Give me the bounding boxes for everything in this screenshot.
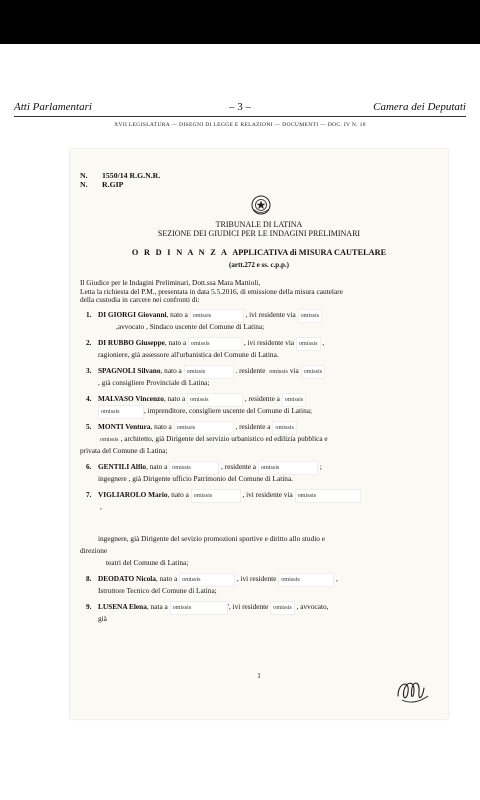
top-black-bar xyxy=(0,0,480,44)
header-subtitle: XVII LEGISLATURA — DISEGNI DI LEGGE E RELAZIONI — DOCUMENTI — DOC. IV N. 18 xyxy=(114,122,366,128)
header-rule xyxy=(14,116,466,117)
court-title: TRIBUNALE DI LATINA SEZIONE DEI GIUDICI PER LE INDAGINI PRELIMINARI xyxy=(157,220,361,238)
list-item: 8. DEODATO Nicola, nato a omissis , ivi residente omissis , Istruttore Tecnico del Comune di Latina; xyxy=(86,574,338,595)
scanned-document xyxy=(70,149,448,719)
list-item: 1. DI GIORGI Giovanni, nato a omissis , ivi residente via omissis ,avvocato , Sindaco uscente del Comune di Latina; xyxy=(80,309,438,333)
ordinanza-title: O R D I N A N Z A APPLICATIVA di MISURA CAUTELARE xyxy=(131,248,387,257)
list-item: 5. MONTI Ventura, nato a omissis , residente a omissis omissis , architetto, già Dirigente del servizio urbanistico ed edilizia pubblica e privata del Comune di Latina; xyxy=(80,422,328,455)
list-item: 2. DI RUBBO Giuseppe, nato a omissis , ivi residente via omissis , ragioniere, già assessore all'urbanistica del Comune di Latina. xyxy=(86,338,325,359)
header-page-number: – 3 – xyxy=(229,101,251,113)
document-page-number: 1 xyxy=(257,672,261,680)
handwritten-signature-icon xyxy=(392,674,432,706)
ref-rgip: N. R.GIP xyxy=(80,180,124,189)
italian-emblem-icon xyxy=(250,194,272,216)
list-item: 4. MALVASO Vincenzo, nato a omissis , residente a omissis omissis , imprenditore, consigliere uscente del Comune di Latina; xyxy=(80,393,438,417)
articles-reference: (artt.272 e ss. c.p.p.) xyxy=(229,261,289,269)
list-item: 9. LUSENA Elena, nata a omissis ', ivi residente omissis , avvocato, già xyxy=(86,602,329,623)
intro-paragraph: Il Giudice per le Indagini Preliminari, Dott.ssa Mara Mattioli, Letta la richiesta del P.M., presentata in data 5.5.2016, di emissione della misura cautelare della custodia in carcere nei confronti di: xyxy=(80,278,343,304)
list-item: 7. VIGLIAROLO Mario, nato a omissis , ivi residente via omissis , ingegnere, già Dirigente del sevizio promozioni sportive e diritto allo studio e direzione teatri del Comune di Latina; xyxy=(80,489,438,569)
page-header xyxy=(14,101,466,117)
header-right: Camera dei Deputati xyxy=(373,101,466,113)
defendants-list xyxy=(80,309,438,625)
list-item: 3. SPAGNOLI Silvano, nato a omissis . residente omissis via omissis , già consigliere Provinciale di Latina; xyxy=(80,365,438,389)
header-left: Atti Parlamentari xyxy=(14,101,92,113)
list-item: 6. GENTILI Alfio, nato a omissis , residente a omissis ; ingegnere , già Dirigente ufficio Patrimonio del Comune di Latina. xyxy=(86,462,322,483)
ref-rgnr: N. 1550/14 R.G.N.R. xyxy=(80,171,161,180)
